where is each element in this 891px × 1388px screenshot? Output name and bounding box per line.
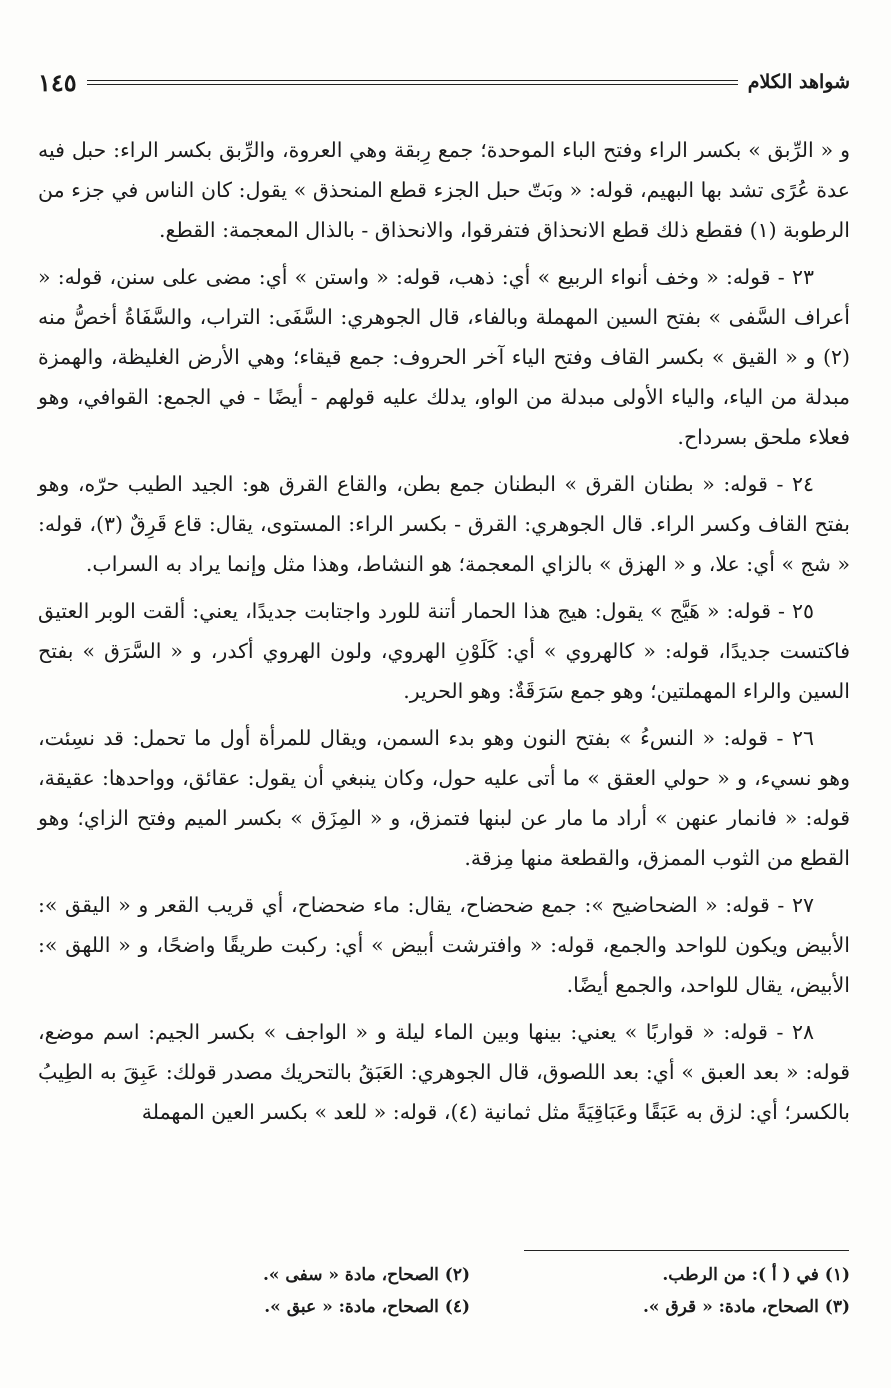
footnote-4: (٤) الصحاح، مادة: « عبق ». [264,1297,470,1317]
footnote-3: (٣) الصحاح، مادة: « قرق ». [643,1297,850,1317]
body-text [38,130,850,1132]
page-number: ١٤٥ [38,67,77,97]
footnotes [90,1262,850,1320]
paragraph: ٢٧ - قوله: « الضحاضيح »: جمع ضحضاح، يقال: ماء ضحضاح، أي قريب القعر و « اليقق »: الأبيض ويكون للواحد والجمع، قوله: « وافترشت أبيض » أي: ركبت طريقًا واضحًا، و « اللهق »: الأبيض، يقال للواحد، والجمع أيضًا. [38,893,850,997]
paragraph: ٢٣ - قوله: « وخف أنواء الربيع » أي: ذهب، قوله: « واستن » أي: مضى على سنن، قوله: « أعراف السَّفى » بفتح السين المهملة وبالفاء، قال الجوهري: السَّفَى: التراب، والسَّفَاةُ أخصُّ منه (٢) و « القيق » بكسر القاف وفتح الياء آخر الحروف: جمع قيقاء؛ وهي الأرض الغليظة، والهمزة مبدلة من الياء، والياء الأولى مبدلة من الواو، يدلك عليه قولهم - أيضًا - في الجمع: القوافي، وهو فعلاء ملحق بسرداح. [38,265,850,449]
footnote-1: (١) في ( أ ): من الرطب. [662,1265,850,1285]
header-rule [87,80,738,85]
footnote-2: (٢) الصحاح، مادة « سفى ». [262,1265,470,1285]
paragraph: ٢٨ - قوله: « قواربًا » يعني: بينها وبين الماء ليلة و « الواجف » بكسر الجيم: اسم موضع، قوله: « بعد العبق » أي: بعد اللصوق، قال الجوهري: العَبَقُ بالتحريك مصدر قولك: عَبِقَ به الطِيبُ بالكسر؛ أي: لزق به عَبَقًا وعَبَاقِيَةً مثل ثمانية (٤)، قوله: « للعد » بكسر العين المهملة [38,1020,850,1124]
page-header [38,60,850,104]
book-page [38,60,850,1132]
paragraph: ٢٤ - قوله: « بطنان القرق » البطنان جمع بطن، والقاع القرق هو: الجيد الطيب حرّه، وهو بفتح القاف وكسر الراء. قال الجوهري: القرق - بكسر الراء: المستوى، يقال: قاع قَرِقٌ (٣)، قوله: « شج » أي: علا، و « الهزق » بالزاي المعجمة؛ هو النشاط، وهذا مثل وإنما يراد به السراب. [38,472,850,576]
paragraph: ٢٥ - قوله: « هَيَّج » يقول: هيج هذا الحمار أتنة للورد واجتابت جديدًا، يعني: ألقت الوبر العتيق فاكتست جديدًا، قوله: « كالهروي » أي: كَلَوْنِ الهروي، ولون الهروي أكدر، و « السَّرَق » بفتح السين والراء المهملتين؛ وهو جمع سَرَقَةٌ: وهو الحرير. [38,599,850,703]
paragraph: ٢٦ - قوله: « النسءُ » بفتح النون وهو بدء السمن، ويقال للمرأة أول ما تحمل: قد نسِئت، وهو نسيء، و « حولي العقق » ما أتى عليه حول، وكان ينبغي أن يقول: عقائق، وواحدها: عقيقة، قوله: « فانمار عنهن » أراد ما مار عن لبنها فتمزق، و « المِزَق » بكسر الميم وفتح الزاي؛ وهو القطع من الثوب الممزق، والقطعة منها مِزقة. [38,726,850,870]
footnote-separator [524,1250,849,1251]
paragraph: و « الرِّبق » بكسر الراء وفتح الباء الموحدة؛ جمع رِبقة وهي العروة، والرِّبق بكسر الراء: حبل فيه عدة عُرًى تشد بها البهيم، قوله: « وبَتّ حبل الجزء قطع المنحذق » يقول: كان الناس في جزء من الرطوبة (١) فقطع ذلك قطع الانحذاق فتفرقوا، والانحذاق - بالذال المعجمة: القطع. [38,138,850,242]
running-title: شواهد الكلام [747,71,850,93]
